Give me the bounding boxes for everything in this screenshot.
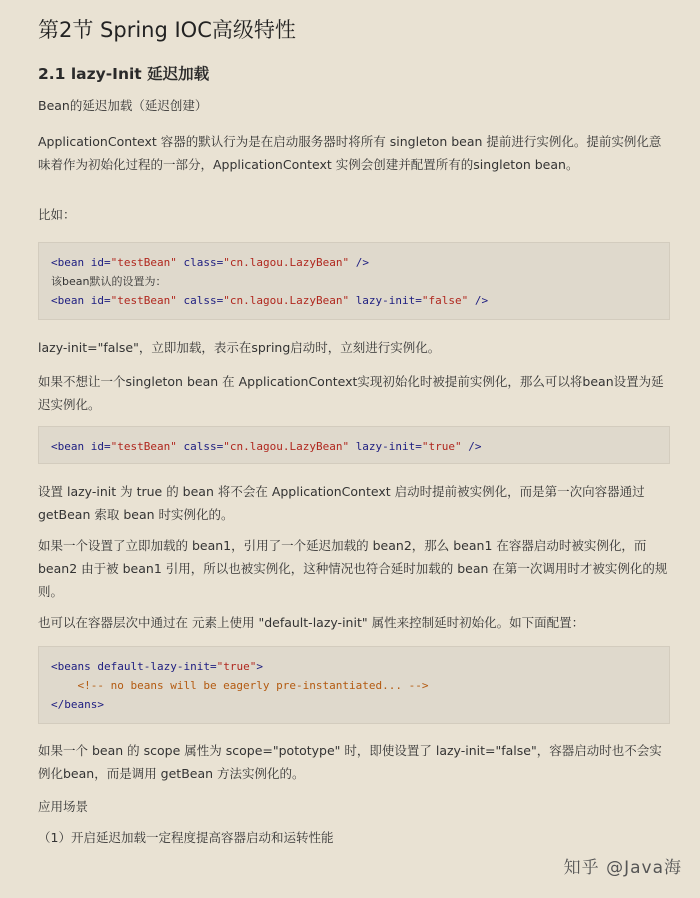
code-comment-line: 该bean默认的设置为： (51, 275, 167, 288)
watermark: 知乎 @Java海 (563, 858, 682, 878)
section-heading: 2.1 lazy-Init 延迟加载 (38, 65, 210, 83)
paragraph-scope-prototype: 如果一个 bean 的 scope 属性为 scope="pototype" 时，即使设置了 lazy-init="false"，容器启动时也不会实例化bean，而是调用 getBean 方法实例化的。 (38, 743, 662, 781)
paragraph-lazy-true-effect: 设置 lazy-init 为 true 的 bean 将不会在 ApplicationContext 启动时提前被实例化，而是第一次向容器通过 getBean 索取 bean 时实例化的。 (38, 484, 645, 522)
code-line: <beans default-lazy-init="true"> (51, 660, 263, 673)
paragraph-lazy-false: lazy-init="false"，立即加载，表示在spring启动时，立刻进行实例化。 (38, 340, 441, 355)
paragraph-lazy-true-intro: 如果不想让一个singleton bean 在 ApplicationContext实现初始化时被提前实例化，那么可以将bean设置为延迟实例化。 (38, 374, 664, 412)
code-block-lazy-true (38, 426, 670, 464)
code-line: <bean id="testBean" calss="cn.lagou.LazyBean" lazy-init="true" /> (51, 440, 482, 453)
code-block-beans (38, 646, 670, 724)
paragraph-use-cases-heading: 应用场景 (38, 799, 89, 814)
code-block-default (38, 242, 670, 320)
paragraph-lazy-intro: Bean的延迟加载（延迟创建） (38, 98, 208, 113)
page-title: 第2节 Spring IOC高级特性 (38, 18, 296, 42)
code-line: <bean id="testBean" class="cn.lagou.LazyBean" /> (51, 256, 369, 269)
paragraph-example-label: 比如： (38, 207, 76, 222)
paragraph-reference-rule: 如果一个设置了立即加载的 bean1，引用了一个延迟加载的 bean2，那么 bean1 在容器启动时被实例化，而 bean2 由于被 bean1 引用，所以也被实例化，这种情况也符合延时加载的 bean 在第一次调用时才被实例化的规则。 (38, 538, 668, 599)
paragraph-default-lazy-init: 也可以在容器层次中通过在 元素上使用 "default-lazy-init" 属性来控制延时初始化。如下面配置： (38, 615, 585, 630)
paragraph-use-case-1: （1）开启延迟加载一定程度提高容器启动和运转性能 (38, 830, 334, 845)
code-comment-line: <!-- no beans will be eagerly pre-instantiated... --> (51, 679, 429, 692)
code-line: <bean id="testBean" calss="cn.lagou.LazyBean" lazy-init="false" /> (51, 294, 489, 307)
code-line: </beans> (51, 698, 104, 711)
paragraph-default-behavior: ApplicationContext 容器的默认行为是在启动服务器时将所有 singleton bean 提前进行实例化。提前实例化意味着作为初始化过程的一部分，ApplicationContext 实例会创建并配置所有的singleton bean。 (38, 134, 662, 172)
